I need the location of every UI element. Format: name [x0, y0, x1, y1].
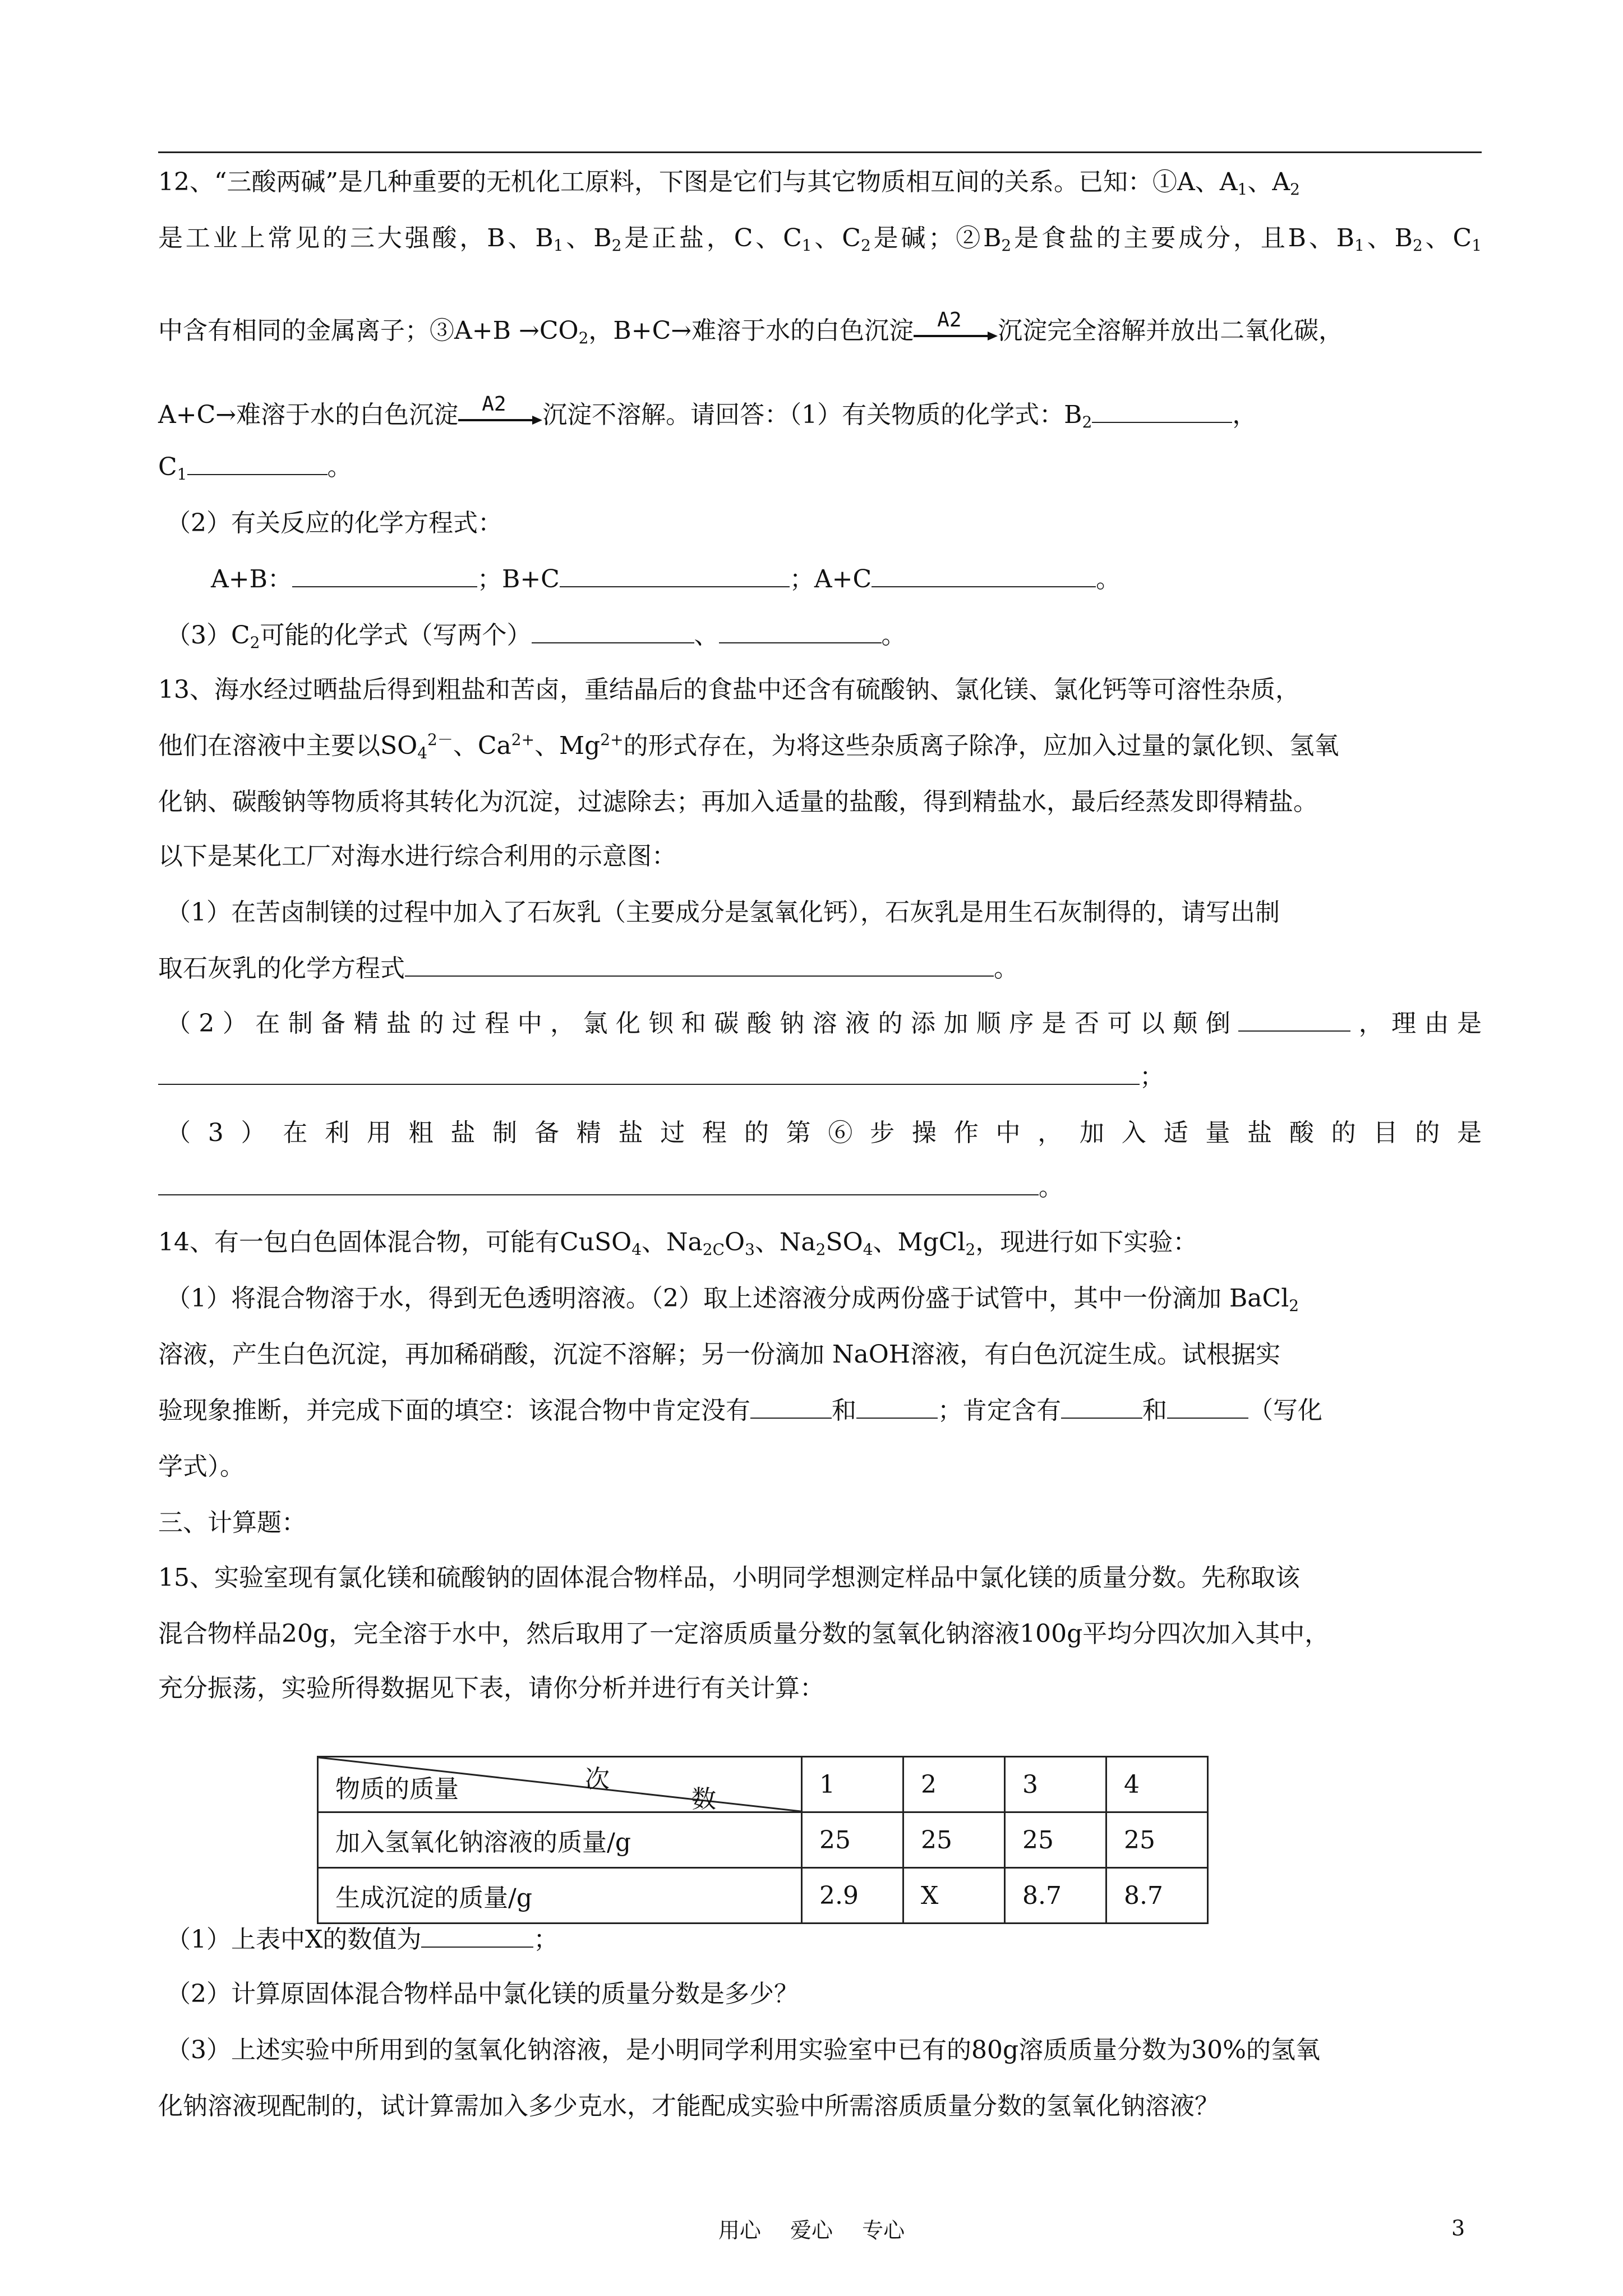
q12-line-3: 中含有相同的金属离子；③A+B $\to CO_2$，B+C→难溶于水的白色沉淀 A2 沉淀完全溶解并放出二氧化碳，: [158, 314, 1482, 349]
answer-blank-c2-1[interactable]: [532, 620, 694, 643]
q14-line-3: 溶液，产生白色沉淀，再加稀硝酸，沉淀不溶解；另一份滴加 NaOH溶液，有白色沉淀生成。试根据实: [158, 1340, 1281, 1369]
page-number: 3: [1451, 2216, 1465, 2240]
q12-line-7: A+B： ；B+C ；A+C 。: [211, 565, 1121, 593]
answer-blank-has-2[interactable]: [1167, 1395, 1248, 1419]
answer-blank-c1[interactable]: [187, 452, 328, 475]
section-title-calculation: 三、计算题：: [158, 1508, 306, 1537]
answer-blank-bc[interactable]: [560, 564, 790, 587]
table-row-label: 生成沉淀的质量/g: [318, 1868, 802, 1924]
q14-line-4: 验现象推断，并完成下面的填空：该混合物中肯定没有 和 ；肯定含有 和 （写化: [158, 1396, 1322, 1425]
q15-line-1: 15、实验室现有氯化镁和硫酸钠的固体混合物样品，小明同学想测定样品中氯化镁的质量分数。先称取该: [158, 1563, 1300, 1592]
answer-blank-b2[interactable]: [1092, 399, 1232, 423]
arrow-a2: A2: [914, 316, 998, 349]
answer-blank-reason[interactable]: [158, 1061, 1140, 1085]
answer-blank-ac[interactable]: [872, 564, 1096, 587]
q13-line-4: 以下是某化工厂对海水进行综合利用的示意图：: [158, 842, 676, 871]
q13-line-7: （2）在制备精盐的过程中，氯化钡和碳酸钠溶液的添加顺序是否可以颠倒 ，理由是: [166, 1009, 1482, 1038]
q13-line-3: 化钠、碳酸钠等物质将其转化为沉淀，过滤除去；再加入适量的盐酸，得到精盐水，最后经蒸发即得精盐。: [158, 788, 1318, 816]
table-header-row: [318, 1757, 1208, 1812]
table-col-header: 2: [903, 1757, 1005, 1812]
answer-blank-purpose[interactable]: [158, 1172, 1039, 1195]
q15-sub-1: （1）上表中X的数值为 ；: [166, 1925, 559, 1954]
table-cell: 2.9: [802, 1868, 903, 1924]
q13-line-6: 取石灰乳的化学方程式 。: [158, 954, 1018, 983]
q14-line-1: 14、有一包白色固体混合物，可能有CuSO$_4$、$Na_{2C}O_3$、$Na_2SO_4$、MgCl$_2$，现进行如下实验：: [158, 1228, 1198, 1259]
table-col-header: 4: [1106, 1757, 1208, 1812]
q12-line-6: （2）有关反应的化学方程式：: [166, 509, 502, 537]
q13-line-1: 13、海水经过晒盐后得到粗盐和苦卤，重结晶后的食盐中还含有硫酸钠、氯化镁、氯化钙等可溶性杂质，: [158, 675, 1300, 704]
header-label-substance-mass: 物质的质量: [335, 1775, 459, 1803]
table-cell: 8.7: [1005, 1868, 1106, 1924]
q12-line-4: A+C→难溶于水的白色沉淀 A2 沉淀不溶解。请回答：（1）有关物质的化学式：$B_2$ ，: [158, 398, 1482, 434]
table-row-label: 加入氢氧化钠溶液的质量/g: [318, 1812, 802, 1868]
answer-blank-equation[interactable]: [405, 953, 994, 977]
q14-line-5: 学式）。: [158, 1452, 245, 1481]
answer-blank-none-1[interactable]: [750, 1395, 832, 1419]
answer-blank-none-2[interactable]: [856, 1395, 938, 1419]
answer-blank-c2-2[interactable]: [719, 620, 882, 643]
table-row: [318, 1868, 1208, 1924]
answer-blank-ab[interactable]: [292, 564, 477, 587]
table-cell: 25: [1005, 1812, 1106, 1868]
answer-blank-order[interactable]: [1238, 1008, 1350, 1032]
q13-line-9: （3）在利用粗盐制备精盐过程的第⑥步操作中，加入适量盐酸的目的是: [166, 1119, 1482, 1147]
header-rule: [158, 151, 1482, 153]
page-footer: 用心 爱心 专心: [718, 2218, 905, 2243]
answer-blank-has-1[interactable]: [1061, 1395, 1142, 1419]
header-label-shu: 数: [691, 1785, 716, 1814]
q14-line-2: （1）将混合物溶于水，得到无色透明溶液。（2）取上述溶液分成两份盛于试管中，其中一份滴加 BaCl$_2$: [166, 1284, 1299, 1315]
q12-line-8: $(3)C_2$可能的化学式（写两个） 、 。: [166, 621, 906, 652]
table-cell: 25: [1106, 1812, 1208, 1868]
q13-line-8: ；: [158, 1060, 1482, 1094]
q12-line-2: 是工业上常见的三大强酸，B、$B_1$、$B_2$是正盐，C、$C_1$、$C_2$是碱；$②B_2$是食盐的主要成分，且B、$B_1$、$B_2$、$C_1$: [158, 224, 1482, 255]
table-cell: 25: [903, 1812, 1005, 1868]
q13-line-5: （1）在苦卤制镁的过程中加入了石灰乳（主要成分是氢氧化钙），石灰乳是用生石灰制得的，请写出制: [166, 898, 1280, 927]
table-cell: X: [903, 1868, 1005, 1924]
q12-line-1: 12、“三酸两碱”是几种重要的无机化工原料，下图是它们与其它物质相互间的关系。已知：①A、$A_1$、$A_2$: [158, 168, 1300, 199]
table-col-header: 3: [1005, 1757, 1106, 1812]
table-cell: 8.7: [1106, 1868, 1208, 1924]
experiment-data-table: [317, 1756, 1209, 1924]
q15-line-3: 充分振荡，实验所得数据见下表，请你分析并进行有关计算：: [158, 1674, 824, 1703]
answer-blank-x[interactable]: [421, 1924, 533, 1948]
q15-line-2: 混合物样品20g，完全溶于水中，然后取用了一定溶质质量分数的氢氧化钠溶液100g平均分四次加入其中，: [158, 1619, 1330, 1648]
q13-line-2: 他们在溶液中主要以$SO_4^{2-}$、$Ca^{2+}$、$Mg^{2+}$的形式存在，为将这些杂质离子除净，应加入过量的氯化钡、氢氧: [158, 730, 1339, 762]
table-row: [318, 1812, 1208, 1868]
q12-line-5: $C_1$ 。: [158, 453, 352, 484]
table-col-header: 1: [802, 1757, 903, 1812]
q13-line-10: 。: [158, 1171, 1482, 1204]
q15-sub-3-line-2: 化钠溶液现配制的，试计算需加入多少克水，才能配成实验中所需溶质质量分数的氢氧化钠溶液？: [158, 2092, 1219, 2120]
header-label-ci: 次: [585, 1765, 610, 1793]
arrow-a2: A2: [458, 400, 542, 434]
q15-sub-2: （2）计算原固体混合物样品中氯化镁的质量分数是多少？: [166, 1980, 799, 2008]
q15-sub-3-line-1: （3）上述实验中所用到的氢氧化钠溶液，是小明同学利用实验室中已有的80g溶质质量分数为30%的氢氧: [166, 2036, 1320, 2064]
table-cell: 25: [802, 1812, 903, 1868]
table-diagonal-header-cell: [318, 1757, 802, 1812]
